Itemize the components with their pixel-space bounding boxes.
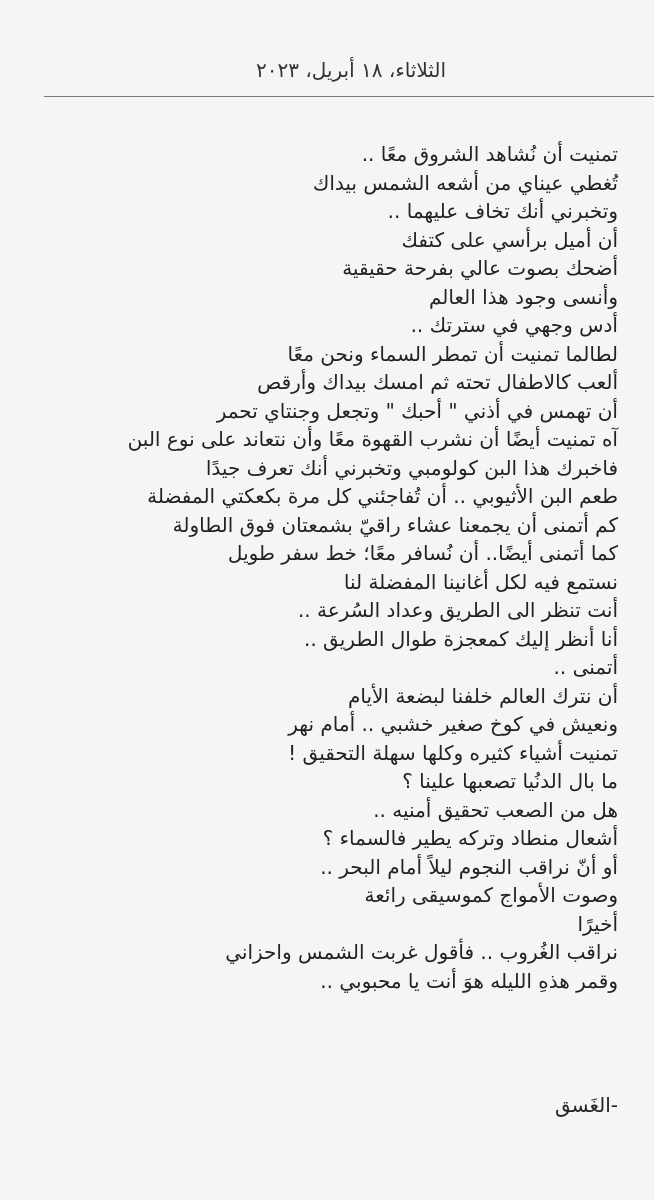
poem-line: وصوت الأمواج كموسيقى رائعة: [364, 883, 618, 907]
poem-line: أخيرًا: [577, 911, 618, 936]
poem-line: أن نترك العالم خلفنا لبضعة الأيام: [347, 683, 618, 708]
poem-line: نراقب الغُروب .. فأقول غربت الشمس واحزاني: [225, 940, 618, 964]
poem-line: فاخبرك هذا البن كولومبي وتخبرني أنك تعرف جيدًا: [205, 455, 618, 480]
poem-line: كم أتمنى أن يجمعنا عشاء راقيّ بشمعتان فوق الطاولة: [172, 512, 618, 537]
poem-line: أتمنى ..: [553, 655, 618, 679]
poem-line: أضحك بصوت عالي بفرحة حقيقية: [342, 256, 618, 280]
poem-line: لطالما تمنيت أن تمطر السماء ونحن معًا: [287, 341, 618, 366]
poem-line: كما أتمنى أيضًا.. أن نُسافر معًا؛ خط سفر طويل: [227, 541, 618, 565]
poem-line: أن تهمس في أذني " أحبك " وتجعل وجنتاي تحمر: [216, 398, 618, 423]
poem-line: هل من الصعب تحقيق أمنيه ..: [373, 797, 618, 822]
poem-line: تمنيت أشياء كثيره وكلها سهلة التحقيق !: [288, 740, 618, 765]
author-signature: -الغَسق: [554, 1093, 618, 1117]
divider-line: [44, 96, 654, 97]
poem-line: آه تمنيت أيضًا أن نشرب القهوة معًا وأن نتعاند على نوع البن: [127, 427, 618, 451]
poem-line: تمنيت أن نُشاهد الشروق معًا ..: [361, 142, 618, 166]
poem-line: أشعال منطاد وتركه يطير فالسماء ؟: [322, 826, 618, 850]
date-heading: الثلاثاء، ١٨ أبريل، ٢٠٢٣: [256, 58, 446, 82]
poem-line: وتخبرني أنك تخاف عليهما ..: [387, 199, 618, 223]
poem-line: ألعب كالاطفال تحته ثم امسك بيداك وأرقص: [257, 370, 618, 394]
poem-line: أدس وجهي في سترتك ..: [410, 313, 618, 337]
poem-line: نستمع فيه لكل أغانينا المفضلة لنا: [343, 569, 618, 594]
poem-line: وأنسى وجود هذا العالم: [428, 284, 618, 309]
poem-line: ونعيش في كوخ صغير خشبي .. أمام نهر: [288, 712, 618, 736]
poem-body: [18, 140, 618, 995]
poem-line: أنت تنظر الى الطريق وعداد السُرعة ..: [297, 598, 618, 622]
poem-line: تُغطي عيناي من أشعه الشمس بيداك: [312, 170, 618, 195]
poem-line: أنا أنظر إليك كمعجزة طوال الطريق ..: [303, 626, 618, 651]
poem-line: أن أميل برأسي على كتفك: [401, 227, 618, 252]
poem-line: طعم البن الأثيوبي .. أن تُفاجئني كل مرة بكعكتي المفضلة: [147, 484, 618, 508]
poem-line: وقمر هذهِ الليله هوَ أنت يا محبوبي ..: [320, 968, 618, 993]
poem-line: ما بال الدنُيا تصعبها علينا ؟: [402, 769, 618, 793]
poem-line: أو أنّ نراقب النجوم ليلاً أمام البحر ..: [320, 854, 618, 879]
